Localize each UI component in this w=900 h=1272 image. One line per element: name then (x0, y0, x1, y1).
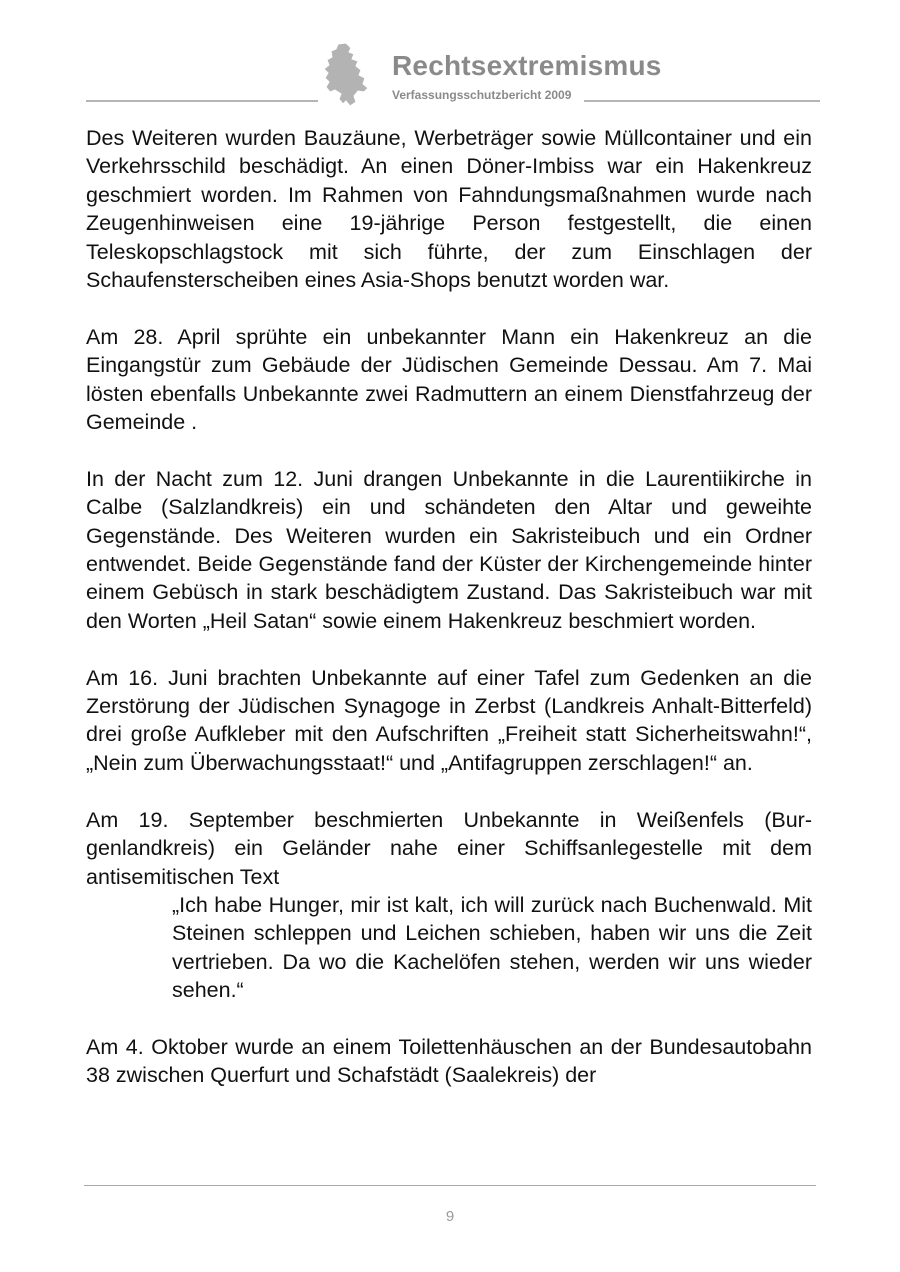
header-title: Rechtsextremismus (392, 50, 662, 81)
footer-divider (84, 1185, 816, 1186)
paragraph: Am 28. April sprühte ein unbekannter Mann ein Hakenkreuz an die Eingangstür zum Gebäude der Jüdischen Gemeinde Dessau. Am 7. Mai lösten ebenfalls Unbekannte zwei Radmuttern an einem Dienstfahrzeug der Gemeinde . (86, 324, 812, 435)
header-divider-left (86, 100, 318, 102)
page-number: 9 (445, 1208, 455, 1225)
saxony-anhalt-map-icon (316, 42, 382, 108)
paragraph: In der Nacht zum 12. Juni drangen Unbekannte in die Laurentiikirche in Calbe (Salzlandkreis) ein und schändeten den Altar und geweihte Gegenstände. Des Weiteren wurden ein Sakristeibuch und ein Ordner entwendet. Beide Gegenstände fand der Küster der Kirchengemeinde hinter einem Gebüsch in stark beschädigtem Zustand. Das Sakristeibuch war mit den Worten „Heil Satan“ sowie einem Hakenkreuz beschmiert worden. (86, 466, 812, 633)
header-subtitle: Verfassungsschutzbericht 2009 (392, 88, 572, 102)
page-header (0, 0, 900, 110)
page-body (86, 124, 812, 1118)
paragraph: Des Weiteren wurden Bauzäune, Werbeträger sowie Müllcontainer und ein Verkehrsschild beschädigt. An einen Döner-Imbiss war ein Hakenkreuz geschmiert worden. Im Rahmen von Fahndungsmaßnahmen wurde nach Zeugenhinweisen eine 19-jährige Person festgestellt, die einen Teleskopschlagstock mit sich führte, der zum Einschlagen der Schaufensterscheiben eines Asia-Shops benutzt worden war. (86, 126, 812, 293)
paragraph: Am 16. Juni brachten Unbekannte auf einer Tafel zum Gedenken an die Zerstörung der Jüdischen Synagoge in Zerbst (Landkreis Anhalt-Bitterfeld) drei große Aufkleber mit den Aufschriften „Freiheit statt Sicherheitswahn!“, „Nein zum Überwachungsstaat!“ und „Antifagruppen zerschlagen!“ an. (86, 665, 812, 775)
block-quote: „Ich habe Hunger, mir ist kalt, ich will zurück nach Buchenwald. Mit Steinen schleppen und Leichen schieben, haben wir uns die Zeit vertrieben. Da wo die Kachelöfen stehen, werden wir uns wieder sehen.“ (172, 892, 812, 1003)
paragraph: Am 19. September beschmierten Unbekannte in Weißenfels (Burgenlandkreis) ein Geländer nahe einer Schiffsanlegestelle mit dem antisemitischen Text (86, 807, 812, 889)
header-divider-right (584, 100, 820, 102)
paragraph: Am 4. Oktober wurde an einem Toilettenhäuschen an der Bundesautobahn 38 zwischen Querfurt und Schafstädt (Saalekreis) der (86, 1034, 812, 1088)
